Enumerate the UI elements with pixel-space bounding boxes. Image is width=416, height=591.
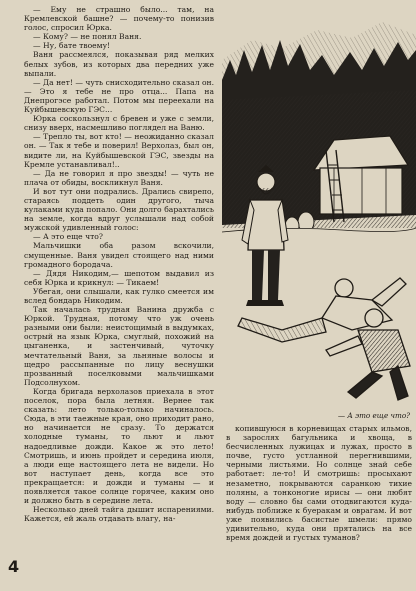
paragraph: Когда бригада верхолазов приехала в этот поселок, пора была летняя. Вернее так сказать: лето только-только начиналось. Сюда, в эти таежные края, оно приходит рано, но начинается не сразу. То держатся холодные туманы, то льют и льют надоедливые дожди. Какое ж это лето! Смотришь, и июнь пройдет и середина июля, а люди еще настоящего лета не видели. Но вот наступает день, когда все это прекращается: и дожди и туманы — и появляется такое солнце горячее, каким оно и должно быть в середине лета.: [24, 386, 214, 506]
page-number: 4: [8, 557, 20, 576]
paragraph: Мальчишки оба разом вскочили, смущенные. Ваня увидел стоящего над ними громадного бородача.: [24, 241, 214, 269]
paragraph: — Да нет! — чуть снисходительно сказал он. — Это я тебе не про отца... Папа на Днепрогэсе работал. Потом мы переехали на Куйбышевскую ГЭС...: [24, 77, 214, 115]
illustration-boys-fighting: [222, 0, 416, 411]
paragraph: Несколько дней тайга дышит испарениями. Кажется, ей жаль отдавать влагу, на-: [24, 505, 214, 524]
paragraph: — Ну, бате твоему!: [33, 41, 111, 51]
paragraph: копившуюся в корневищах старых ильмов, в зарослях багульника и хвоща, в бесчисленных лужицах и лужах, просто в почве, густо устланной перегнившими, черными листьями. Но солнце знай себе работает: ле-то! И смотришь: просыхают незаметно, покрываются саранкою тихие поляны, а тонконогие ирисы — они любят воду — словно бы сами отодвигаются куда-нибудь поближе к буеракам и оврагам. И вот уже появились басистые шмели: прямо удивительно, куда они прятались на все время дождей и густых туманов?: [226, 424, 412, 543]
paragraph: — Ему не страшно было... там, на Кремлевской башне? — почему-то понизив голос, спросил Юрка.: [24, 5, 214, 33]
right-text-column: [226, 424, 412, 566]
paragraph: Так началась трудная Ванина дружба с Юркой. Трудная, потому что уж очень разными они были: неистощимый в выдумках, острый на язык Юрка, смуглый, похожий на цыганенка, и застенчивый, чуточку мечтательный Ваня, за льняные волосы и щедро рассыпанные по лицу веснушки прозванный поселковыми мальчишками Подсолнухом.: [24, 305, 214, 387]
paragraph: — Да не говорил я про звезды! — чуть не плача от обиды, воскликнул Ваня.: [24, 168, 214, 187]
paragraph: Убегая, они слышали, как гулко смеется им вслед бондарь Никодим.: [24, 286, 214, 305]
paragraph: И вот тут они подрались. Дрались свирепо, стараясь поддеть один другого, тыча кулаками куда попало. Они долго барахтались на земле, когда вдруг услышали над собой мужской удивленный голос:: [24, 186, 214, 233]
paragraph: — Дядя Никодим,— шепотом выдавил из себя Юрка и крикнул: — Тикаем!: [24, 268, 214, 287]
paragraph: Юрка соскользнул с бревен и уже с земли, снизу вверх, насмешливо поглядел на Ваню.: [24, 114, 214, 133]
paragraph: Ваня рассмеялся, показывая ряд мелких белых зубов, из которых два передних уже выпали.: [24, 50, 214, 78]
illustration-caption: — А это еще что?: [337, 411, 410, 420]
paragraph: — Кому? — не понял Ваня.: [33, 32, 142, 42]
paragraph: — Трепло ты, вот кто! — неожиданно сказал он. — Так я тебе и поверил! Верхолаз, был он, видите ли, на Куйбышевской ГЭС, звезды на Кремле устанавливал!..: [24, 132, 214, 169]
left-text-column: [24, 5, 214, 573]
paragraph: — А это еще что?: [33, 232, 103, 242]
